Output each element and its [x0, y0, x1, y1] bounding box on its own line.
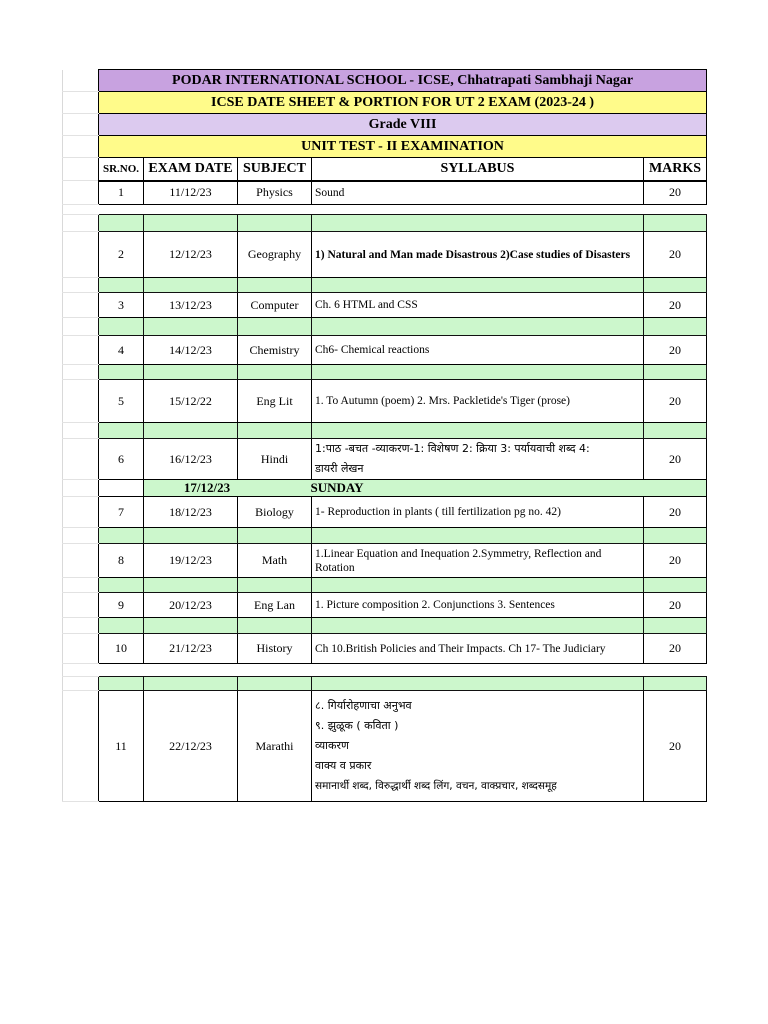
table-row	[63, 336, 707, 365]
cell-syllabus: 1. Picture composition 2. Conjunctions 3. Sentences	[312, 593, 644, 618]
cell-marks: 20	[644, 634, 707, 664]
cell-marks: 20	[644, 593, 707, 618]
syllabus-line: ८. गिर्यारोहणाचा अनुभव	[315, 699, 412, 712]
grade-label: Grade VIII	[99, 114, 707, 136]
header-title-row	[63, 92, 707, 114]
syllabus-line: डायरी लेखन	[315, 462, 364, 475]
cell-date: 12/12/23	[144, 232, 238, 278]
col-exam-date: EXAM DATE	[144, 158, 238, 181]
separator-row	[63, 318, 707, 336]
cell-srno: 6	[99, 439, 144, 480]
cell-subject: Eng Lit	[238, 380, 312, 423]
school-name: PODAR INTERNATIONAL SCHOOL - ICSE, Chhatrapati Sambhaji Nagar	[99, 70, 707, 92]
cell-subject: Math	[238, 544, 312, 578]
cell-syllabus: Ch. 6 HTML and CSS	[312, 293, 644, 318]
table-row	[63, 544, 707, 578]
col-srno: SR.NO.	[99, 158, 144, 181]
cell-marks: 20	[644, 181, 707, 205]
cell-subject: Physics	[238, 181, 312, 205]
cell-date: 15/12/22	[144, 380, 238, 423]
cell-srno: 7	[99, 497, 144, 528]
cell-marks: 20	[644, 293, 707, 318]
cell-subject: Computer	[238, 293, 312, 318]
exam-name: UNIT TEST - II EXAMINATION	[99, 136, 707, 158]
cell-marks: 20	[644, 439, 707, 480]
cell-subject: Biology	[238, 497, 312, 528]
cell-srno: 8	[99, 544, 144, 578]
syllabus-line: व्याकरण	[315, 739, 349, 752]
separator-row	[63, 215, 707, 232]
cell-srno: 4	[99, 336, 144, 365]
cell-syllabus: Ch6- Chemical reactions	[312, 336, 644, 365]
cell-subject: Chemistry	[238, 336, 312, 365]
header-exam-row	[63, 136, 707, 158]
holiday-date: 17/12/23	[183, 480, 231, 495]
cell-subject: Eng Lan	[238, 593, 312, 618]
cell-syllabus	[312, 691, 644, 802]
separator-row	[63, 618, 707, 634]
separator-row	[63, 578, 707, 593]
table-row	[63, 691, 707, 802]
holiday-row	[63, 480, 707, 497]
cell-srno: 10	[99, 634, 144, 664]
table-row	[63, 593, 707, 618]
cell-srno: 5	[99, 380, 144, 423]
cell-date: 11/12/23	[144, 181, 238, 205]
col-marks: MARKS	[644, 158, 707, 181]
header-school-row	[63, 70, 707, 92]
cell-subject: Geography	[238, 232, 312, 278]
cell-date: 19/12/23	[144, 544, 238, 578]
cell-marks: 20	[644, 544, 707, 578]
table-row	[63, 634, 707, 664]
table-row	[63, 497, 707, 528]
col-subject: SUBJECT	[238, 158, 312, 181]
syllabus-line: 1:पाठ -बचत -व्याकरण-1: विशेषण 2: क्रिया 3: पर्यायवाची शब्द 4:	[315, 442, 590, 455]
col-syllabus: SYLLABUS	[312, 158, 644, 181]
cell-srno: 11	[99, 691, 144, 802]
table-row	[63, 181, 707, 205]
cell-syllabus: 1) Natural and Man made Disastrous 2)Case studies of Disasters	[312, 232, 644, 278]
cell-date: 22/12/23	[144, 691, 238, 802]
cell-srno: 2	[99, 232, 144, 278]
cell-syllabus: Sound	[312, 181, 644, 205]
cell-date: 14/12/23	[144, 336, 238, 365]
cell-date: 21/12/23	[144, 634, 238, 664]
table-row	[63, 439, 707, 480]
header-grade-row	[63, 114, 707, 136]
sheet-title: ICSE DATE SHEET & PORTION FOR UT 2 EXAM (2023-24 )	[99, 92, 707, 114]
cell-marks: 20	[644, 691, 707, 802]
cell-srno: 3	[99, 293, 144, 318]
date-sheet-table	[62, 69, 707, 802]
separator-row	[63, 278, 707, 293]
syllabus-line: समानार्थी शब्द, विरुद्धार्थी शब्द लिंग, वचन, वाक्प्रचार, शब्दसमूह	[315, 780, 557, 792]
date-sheet	[62, 69, 706, 802]
cell-marks: 20	[644, 497, 707, 528]
cell-syllabus	[312, 439, 644, 480]
table-row	[63, 380, 707, 423]
cell-srno: 1	[99, 181, 144, 205]
cell-marks: 20	[644, 380, 707, 423]
cell-marks: 20	[644, 232, 707, 278]
separator-row	[63, 423, 707, 439]
cell-marks: 20	[644, 336, 707, 365]
cell-date: 18/12/23	[144, 497, 238, 528]
cell-date: 20/12/23	[144, 593, 238, 618]
cell-subject: Hindi	[238, 439, 312, 480]
separator-row	[63, 677, 707, 691]
table-row	[63, 293, 707, 318]
cell-subject: History	[238, 634, 312, 664]
cell-date: 13/12/23	[144, 293, 238, 318]
cell-syllabus: Ch 10.British Policies and Their Impacts. Ch 17- The Judiciary	[312, 634, 644, 664]
table-row	[63, 232, 707, 278]
separator-row	[63, 365, 707, 380]
column-header-row	[63, 158, 707, 181]
syllabus-line: वाक्य व प्रकार	[315, 759, 372, 772]
cell-srno: 9	[99, 593, 144, 618]
cell-syllabus: 1- Reproduction in plants ( till fertilization pg no. 42)	[312, 497, 644, 528]
cell-date: 16/12/23	[144, 439, 238, 480]
holiday-day: SUNDAY	[310, 480, 364, 495]
separator-row	[63, 528, 707, 544]
cell-subject: Marathi	[238, 691, 312, 802]
syllabus-line: ९. झुळूक ( कविता )	[315, 719, 399, 732]
cell-syllabus: 1. To Autumn (poem) 2. Mrs. Packletide's Tiger (prose)	[312, 380, 644, 423]
cell-syllabus: 1.Linear Equation and Inequation 2.Symmetry, Reflection and Rotation	[312, 544, 644, 578]
